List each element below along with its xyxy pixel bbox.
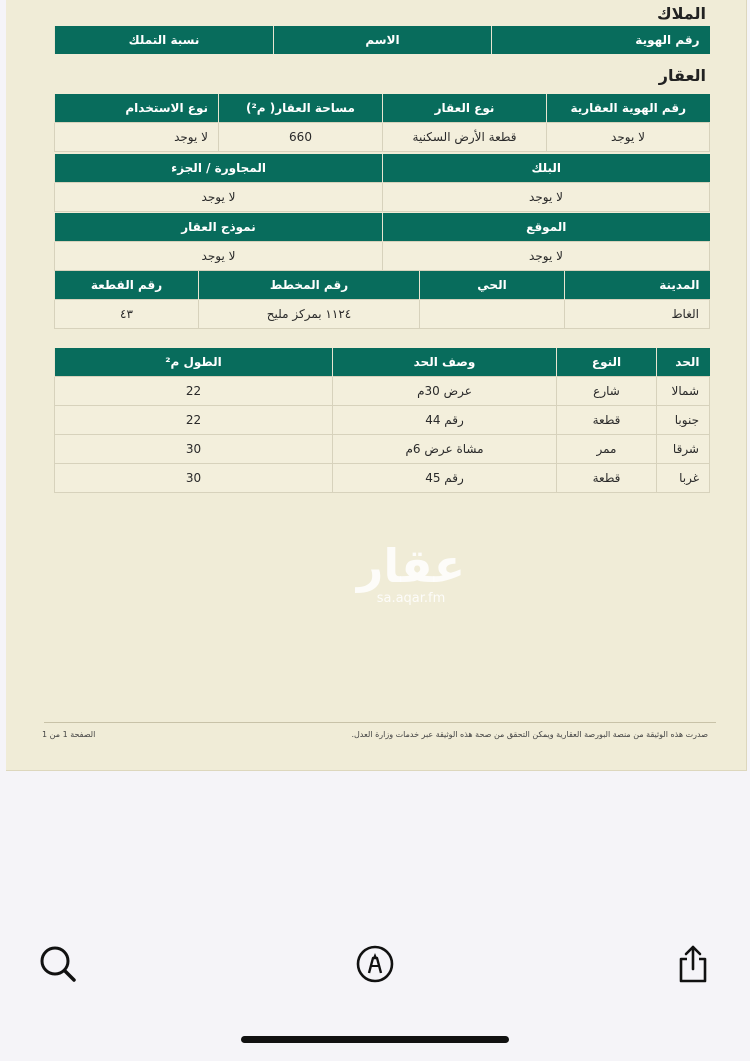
footer-note: صدرت هذه الوثيقة من منصة البورصة العقارية ويمكن التحقق من صحة هذه الوثيقة عبر خدمات وزارة العدل. xyxy=(351,730,708,739)
value-district xyxy=(420,300,565,329)
watermark-url: sa.aqar.fm xyxy=(376,591,446,606)
header-property-area: مساحة العقار( م²) xyxy=(219,94,383,123)
value-property-id: لا يوجد xyxy=(547,123,710,152)
markup-button[interactable] xyxy=(353,942,397,986)
boundary-direction: شرقا xyxy=(657,435,710,464)
property-table-city xyxy=(54,271,710,329)
boundary-length: 30 xyxy=(55,435,333,464)
property-table-location xyxy=(54,213,710,271)
value-block: لا يوجد xyxy=(383,183,710,212)
header-city: المدينة xyxy=(565,271,710,300)
table-row xyxy=(55,464,710,493)
search-button[interactable] xyxy=(36,942,80,986)
boundary-direction: جنوبا xyxy=(657,406,710,435)
header-district: الحي xyxy=(420,271,565,300)
owners-table xyxy=(54,26,710,54)
value-property-area: 660 xyxy=(219,123,383,152)
owners-header-id: رقم الهوية xyxy=(492,26,710,54)
value-city: الغاط xyxy=(565,300,710,329)
aqar-watermark xyxy=(346,540,476,606)
boundary-type: قطعة xyxy=(557,464,657,493)
header-property-id: رقم الهوية العقارية xyxy=(547,94,710,123)
page-number: الصفحة 1 من 1 xyxy=(42,730,96,739)
header-neighborhood-part: المجاورة / الجزء xyxy=(55,154,383,183)
boundary-type: ممر xyxy=(557,435,657,464)
property-title: العقار xyxy=(658,66,706,85)
document-page xyxy=(6,0,747,771)
owners-title: الملاك xyxy=(656,4,706,23)
boundary-length: 30 xyxy=(55,464,333,493)
boundary-description: رقم 44 xyxy=(333,406,557,435)
owners-header-share: نسبة التملك xyxy=(55,26,274,54)
header-plan-number: رقم المخطط xyxy=(199,271,420,300)
search-icon xyxy=(36,942,80,986)
markup-pen-icon xyxy=(353,942,397,986)
header-property-type: نوع العقار xyxy=(383,94,547,123)
home-indicator[interactable] xyxy=(241,1036,509,1043)
property-table-main xyxy=(54,94,710,152)
footer-divider xyxy=(44,722,716,723)
boundary-type: شارع xyxy=(557,377,657,406)
boundaries-table xyxy=(54,348,710,493)
boundary-length: 22 xyxy=(55,377,333,406)
header-plot-number: رقم القطعة xyxy=(55,271,199,300)
watermark-logo: عقار xyxy=(356,539,466,593)
header-property-model: نموذج العقار xyxy=(55,213,383,242)
boundary-description: مشاة عرض 6م xyxy=(333,435,557,464)
boundary-direction: غربا xyxy=(657,464,710,493)
owners-header-name: الاسم xyxy=(274,26,492,54)
table-row xyxy=(55,377,710,406)
header-boundary-description: وصف الحد xyxy=(333,348,557,377)
value-property-type: قطعة الأرض السكنية xyxy=(383,123,547,152)
boundary-description: عرض 30م xyxy=(333,377,557,406)
header-location: الموقع xyxy=(383,213,710,242)
value-property-model: لا يوجد xyxy=(55,242,383,271)
value-plot-number: ٤٣ xyxy=(55,300,199,329)
table-row xyxy=(55,435,710,464)
share-icon xyxy=(671,942,715,986)
header-boundary-length: الطول م² xyxy=(55,348,333,377)
value-usage-type: لا يوجد xyxy=(55,123,219,152)
boundary-description: رقم 45 xyxy=(333,464,557,493)
table-row xyxy=(55,406,710,435)
share-button[interactable] xyxy=(671,942,715,986)
property-table-block xyxy=(54,154,710,212)
header-block: البلك xyxy=(383,154,710,183)
value-plan-number: ١١٢٤ بمركز مليح xyxy=(199,300,420,329)
value-location: لا يوجد xyxy=(383,242,710,271)
header-boundary-type: النوع xyxy=(557,348,657,377)
header-boundary: الحد xyxy=(657,348,710,377)
boundary-direction: شمالا xyxy=(657,377,710,406)
boundary-type: قطعة xyxy=(557,406,657,435)
header-usage-type: نوع الاستخدام xyxy=(55,94,219,123)
boundary-length: 22 xyxy=(55,406,333,435)
value-neighborhood-part: لا يوجد xyxy=(55,183,383,212)
